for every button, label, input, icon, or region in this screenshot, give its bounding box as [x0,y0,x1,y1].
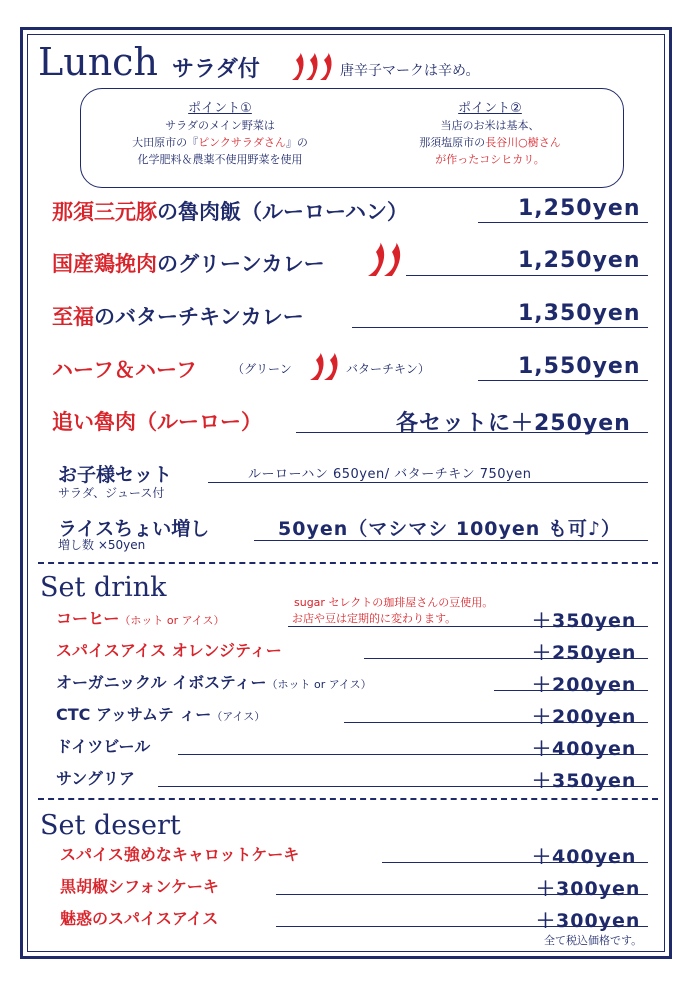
drink-item-3-price: ＋200yen [532,674,637,696]
rice-sub: 増し数 ×50yen [58,538,146,552]
desert-item-1: スパイス強めなキャロットケーキ [60,845,300,864]
lunch-item-4-small2: バターチキン） [346,362,430,376]
chili-icon [364,240,408,280]
lunch-item-4-price: 1,550yen [518,354,641,379]
drink-item-1-price: ＋350yen [532,610,637,632]
rice-name: ライスちょい増し [58,518,210,540]
lunch-item-5-price: 各セットに＋250yen [396,411,631,436]
point-2-line2 [370,134,610,151]
drink-item-6 [56,766,135,789]
point-2-farmer: 長谷川○樹さん [485,136,561,149]
desert-item-3: 魅惑のスパイスアイス [60,909,219,928]
lunch-item-4-small: （グリーン [232,362,292,376]
point-2-line2a: 那須塩原市の [419,136,486,149]
section-divider [38,562,658,564]
lunch-subheading: サラダ付 [172,57,260,82]
lunch-item-4 [52,354,197,384]
drink-item-2-price: ＋250yen [532,642,637,664]
lunch-item-3-rule [352,327,648,328]
point-1-line2a: 大田原市の『 [132,136,199,149]
kids-set-name: お子様セット [58,464,173,486]
drink-item-2-name: スパイスアイス オレンジティー [56,641,282,660]
lunch-item-2 [52,248,325,278]
lunch-item-3 [52,301,304,331]
drink-note-2: お店や豆は定期的に変わります。 [292,612,457,625]
drink-item-5-price: ＋400yen [532,738,637,760]
lunch-item-2-price: 1,250yen [518,248,641,273]
lunch-item-5-name-red: 追い魯肉（ルーロー） [52,410,262,434]
lunch-heading: Lunch [38,40,158,84]
drink-item-6-name: サングリア [56,769,135,788]
lunch-item-2-rule [406,275,648,276]
drink-item-1 [56,606,225,629]
drink-item-6-price: ＋350yen [532,770,637,792]
rice-detail: 50yen（マシマシ 100yen も可♪） [278,518,622,540]
point-1-line2c: 』の [285,136,308,149]
drink-item-5 [56,734,150,757]
drink-note-1: sugar セレクトの珈琲屋さんの豆使用。 [294,596,494,609]
point-1-title: ポイント① [188,101,252,116]
lunch-item-1 [52,196,408,226]
lunch-item-1-rule [478,222,648,223]
lunch-item-4-rule [478,380,648,381]
drink-item-1-small: （ホット or アイス） [119,614,225,627]
point-2-line3: が作ったコシヒカリ。 [435,153,545,166]
point-1-line1: サラダのメイン野菜は [165,119,275,132]
drink-item-4-small: （アイス） [211,710,266,723]
point-2 [370,100,610,168]
point-1-line2 [100,134,340,151]
drink-item-4-name: CTC アッサムテ ィー [56,705,212,724]
lunch-item-1-price: 1,250yen [518,196,641,221]
desert-item-2-price: ＋300yen [536,878,641,900]
drink-item-4 [56,702,265,725]
lunch-item-2-name: のグリーンカレー [157,252,325,276]
section-divider [38,798,658,800]
drink-item-3 [56,670,372,693]
lunch-item-2-name-red: 国産鶏挽肉 [52,252,157,276]
chili-icon [286,50,338,84]
point-2-title: ポイント② [458,101,522,116]
kids-set-rule [208,482,648,483]
lunch-item-3-name: のバターチキンカレー [94,305,304,329]
desert-item-2: 黒胡椒シフォンケーキ [60,877,219,896]
lunch-item-4-name-red: ハーフ＆ハーフ [52,358,197,382]
lunch-item-1-name: の魯肉飯（ルーローハン） [157,200,408,224]
desert-item-3-price: ＋300yen [536,910,641,932]
drink-item-5-name: ドイツビール [56,737,151,756]
point-1-farm: ピンクサラダさん [198,136,286,149]
drink-item-3-name: オーガニックル イボスティー [56,673,267,692]
chili-note: 唐辛子マークは辛め。 [340,63,480,79]
desert-item-1-price: ＋400yen [532,846,637,868]
lunch-item-3-price: 1,350yen [518,301,641,326]
lunch-item-1-name-red: 那須三元豚 [52,200,157,224]
drink-item-3-small: （ホット or アイス） [266,678,372,691]
desert-heading: Set desert [40,810,181,841]
drink-item-4-price: ＋200yen [532,706,637,728]
tax-note: 全て税込価格です。 [544,934,643,947]
lunch-item-5 [52,406,262,436]
point-1-line3: 化学肥料＆農薬不使用野菜を使用 [137,153,303,166]
point-2-line1: 当店のお米は基本、 [440,119,540,132]
drink-item-1-name: コーヒー [56,609,120,628]
kids-set-detail: ルーローハン 650yen/ バターチキン 750yen [248,467,532,482]
kids-set-sub: サラダ、ジュース付 [58,486,165,500]
drink-heading: Set drink [40,572,167,603]
chili-icon [306,350,346,384]
lunch-item-3-name-red: 至福 [52,305,94,329]
point-1 [100,100,340,168]
drink-item-2 [56,638,282,661]
